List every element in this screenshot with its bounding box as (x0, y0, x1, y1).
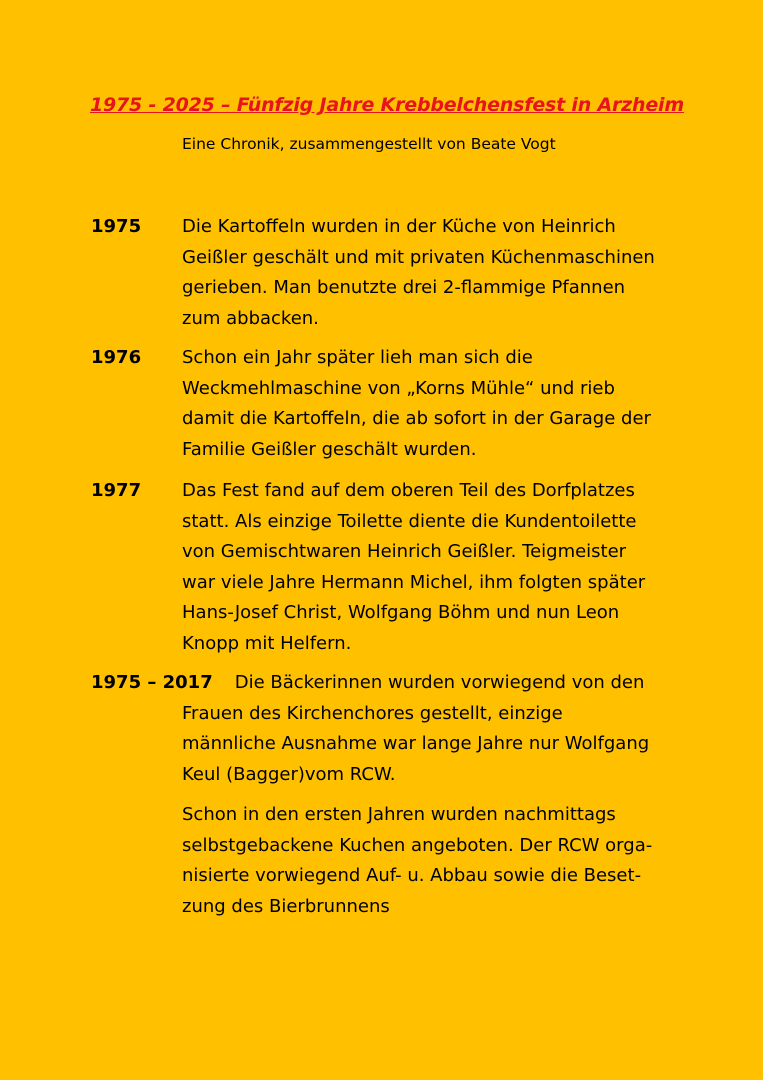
entry-line: Die Bäckerinnen wurden vorwiegend von den (234, 672, 645, 693)
entry-line: damit die Kartoffeln, die ab sofort in der Garage der (182, 408, 651, 429)
entry-year: 1977 (91, 480, 142, 501)
paragraph-line: selbstgebackene Kuchen angeboten. Der RCW orga- (182, 834, 653, 856)
entry-line: Schon ein Jahr später lieh man sich die (182, 347, 533, 368)
entry-line: Die Kartoffeln wurden in der Küche von Heinrich (182, 216, 616, 237)
entry-line: Hans-Josef Christ, Wolfgang Böhm und nun Leon (182, 602, 620, 623)
entry-text (182, 343, 682, 465)
entry-line: Geißler geschält und mit privaten Küchenmaschinen (182, 246, 655, 268)
entry-line: gerieben. Man benutzte drei 2-flammige Pfannen (182, 277, 626, 298)
paragraph-text (182, 800, 682, 922)
entry-line: statt. Als einzige Toilette diente die Kundentoilette (182, 510, 637, 532)
document-title: 1975 - 2025 – Fünfzig Jahre Krebbelchensfest in Arzheim (90, 94, 684, 116)
entry-year: 1975 – 2017 (91, 672, 213, 693)
entry-line: Keul (Bagger)vom RCW. (182, 763, 396, 785)
entry-line: Frauen des Kirchenchores gestellt, einzige (182, 702, 563, 724)
entry-line: männliche Ausnahme war lange Jahre nur Wolfgang (182, 733, 650, 754)
entry-year: 1975 (91, 216, 142, 237)
entry-line: Das Fest fand auf dem oberen Teil des Dorfplatzes (182, 480, 635, 501)
paragraph-line: Schon in den ersten Jahren wurden nachmittags (182, 804, 616, 825)
entry-lead-line (91, 668, 644, 699)
entry-line: Knopp mit Helfern. (182, 632, 352, 654)
entry-text (182, 212, 682, 334)
entry-line: von Gemischtwaren Heinrich Geißler. Teigmeister (182, 541, 627, 562)
entry-line: Familie Geißler geschält wurden. (182, 438, 477, 460)
entry-text (182, 476, 682, 659)
entry-line: Weckmehlmaschine von „Korns Mühle“ und rieb (182, 377, 615, 399)
document-subtitle: Eine Chronik, zusammengestellt von Beate Vogt (182, 135, 556, 153)
entry-year: 1976 (91, 347, 142, 368)
entry-line: zum abbacken. (182, 307, 319, 329)
entry-text (182, 699, 682, 791)
entry-line: war viele Jahre Hermann Michel, ihm folgten später (182, 571, 646, 593)
paragraph-line: nisierte vorwiegend Auf- u. Abbau sowie die Beset- (182, 865, 642, 886)
paragraph-line: zung des Bierbrunnens (182, 895, 390, 917)
